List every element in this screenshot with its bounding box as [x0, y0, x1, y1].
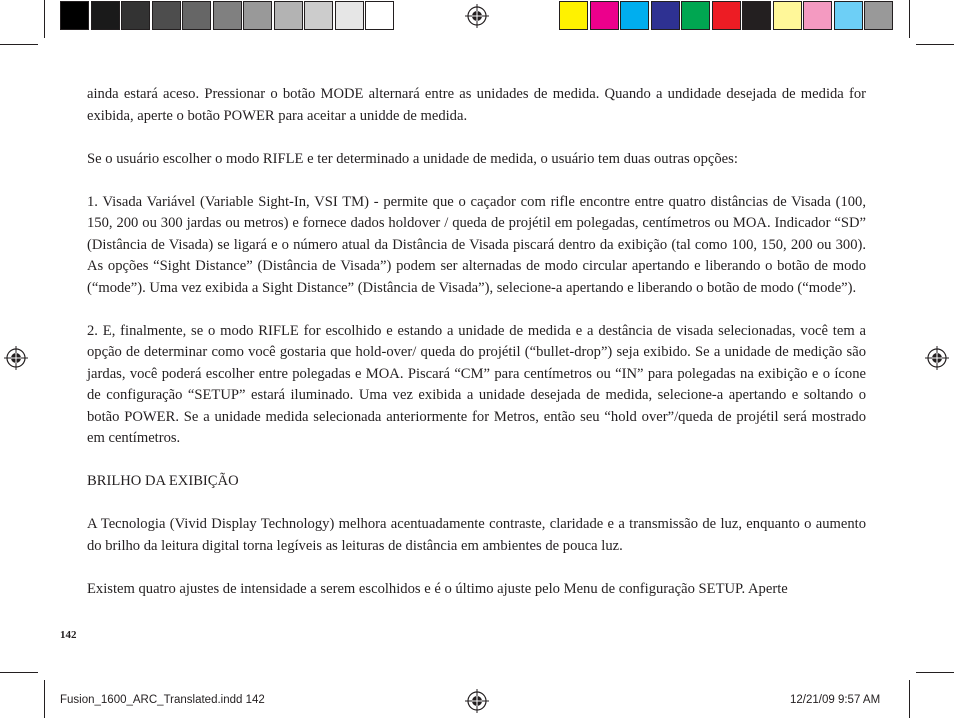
- page-number: 142: [60, 629, 77, 641]
- color-swatch: [712, 1, 741, 30]
- paragraph-unit-toggle: ainda estará aceso. Pressionar o botão MODE alternará entre as unidades de medida. Quando a undidade desejada de medida for exibida, aperte o botão POWER para aceitar a unidde de medida.: [87, 86, 866, 124]
- gray-swatch: [335, 1, 364, 30]
- crop-mark-bottom-left-h: [0, 672, 38, 673]
- paragraph-vivid-display: A Tecnologia (Vivid Display Technology) melhora acentuadamente contraste, claridade e a transmissão de luz, enquanto o aumento do brilho da leitura digital torna legíveis as leituras de distância em ambientes de pouca luz.: [87, 516, 866, 554]
- gray-swatch: [365, 1, 394, 30]
- registration-mark-top-icon: [465, 4, 489, 28]
- gray-swatch: [152, 1, 181, 30]
- color-swatch: [620, 1, 649, 30]
- gray-swatch: [304, 1, 333, 30]
- crop-mark-bottom-right-h: [916, 672, 954, 673]
- crop-mark-bottom-right-v: [909, 680, 910, 718]
- gray-swatch: [91, 1, 120, 30]
- color-swatch: [864, 1, 893, 30]
- gray-swatch: [274, 1, 303, 30]
- gray-swatch: [182, 1, 211, 30]
- crop-mark-top-right-h: [916, 44, 954, 45]
- process-color-bar: [559, 1, 895, 32]
- color-swatch: [742, 1, 771, 30]
- color-swatch: [651, 1, 680, 30]
- paragraph-rifle-options: Se o usuário escolher o modo RIFLE e ter determinado a unidade de medida, o usuário tem duas outras opções:: [87, 150, 738, 167]
- slug-filename: Fusion_1600_ARC_Translated.indd 142: [60, 694, 265, 706]
- section-heading-brightness: BRILHO DA EXIBIÇÃO: [87, 473, 239, 489]
- gray-swatch: [60, 1, 89, 30]
- color-swatch: [590, 1, 619, 30]
- color-swatch: [559, 1, 588, 30]
- crop-mark-top-right-v: [909, 0, 910, 38]
- gray-swatch: [213, 1, 242, 30]
- registration-mark-left-icon: [4, 346, 28, 370]
- paragraph-intensity-settings: Existem quatro ajustes de intensidade a serem escolhidos e é o último ajuste pelo Menu de configuração SETUP. Aperte: [87, 580, 788, 597]
- grayscale-color-bar: [60, 1, 396, 32]
- paragraph-vsi: 1. Visada Variável (Variable Sight-In, VSI TM) - permite que o caçador com rifle encontre entre quatro distâncias de Visada (100, 150, 200 ou 300 jardas ou metros) e fornece dados holdover / queda de projétil em polegadas, centímetros ou MOA. Indicador “SD” (Distância de Visada) se ligará e o número atual da Distância de Visada piscará dentro da exibição (tal como 100, 150, 200 ou 300). As opções “Sight Distance” (Distância de Visada”) podem ser alternadas de modo circular apertando e liberando o botão de modo (“mode”). Uma vez exibida a Sight Distance” (Distância de Visada”), selecione-a apertando e liberando o botão de modo (“mode”).: [87, 193, 866, 296]
- slug-datetime: 12/21/09 9:57 AM: [790, 694, 881, 706]
- registration-mark-right-icon: [925, 346, 949, 370]
- gray-swatch: [243, 1, 272, 30]
- registration-mark-bottom-icon: [465, 689, 489, 713]
- crop-mark-bottom-left-v: [44, 680, 45, 718]
- color-swatch: [803, 1, 832, 30]
- crop-mark-top-left-v: [44, 0, 45, 38]
- color-swatch: [681, 1, 710, 30]
- body-text: [87, 84, 866, 622]
- paragraph-bullet-drop: 2. E, finalmente, se o modo RIFLE for escolhido e estando a unidade de medida e a destância de visada selecionadas, você tem a opção de determinar como você gostaria que hold-over/ queda do projétil (“bullet-drop”) seja exibido. Se a unidade de medição são jardas, você poderá escolher entre polegadas e MOA. Piscará “CM” para centímetros ou “IN” para polegadas na exibição e o ícone de configuração “SETUP” estará iluminado. Uma vez exibida a unidade desejada de medida, selecione-a apertando e soltando o botão POWER. Se a unidade medida selecionada anteriormente for Metros, então seu “hold over”/queda de projétil será mostrado em centímetros.: [87, 322, 866, 446]
- crop-mark-top-left-h: [0, 44, 38, 45]
- color-swatch: [834, 1, 863, 30]
- gray-swatch: [121, 1, 150, 30]
- color-swatch: [773, 1, 802, 30]
